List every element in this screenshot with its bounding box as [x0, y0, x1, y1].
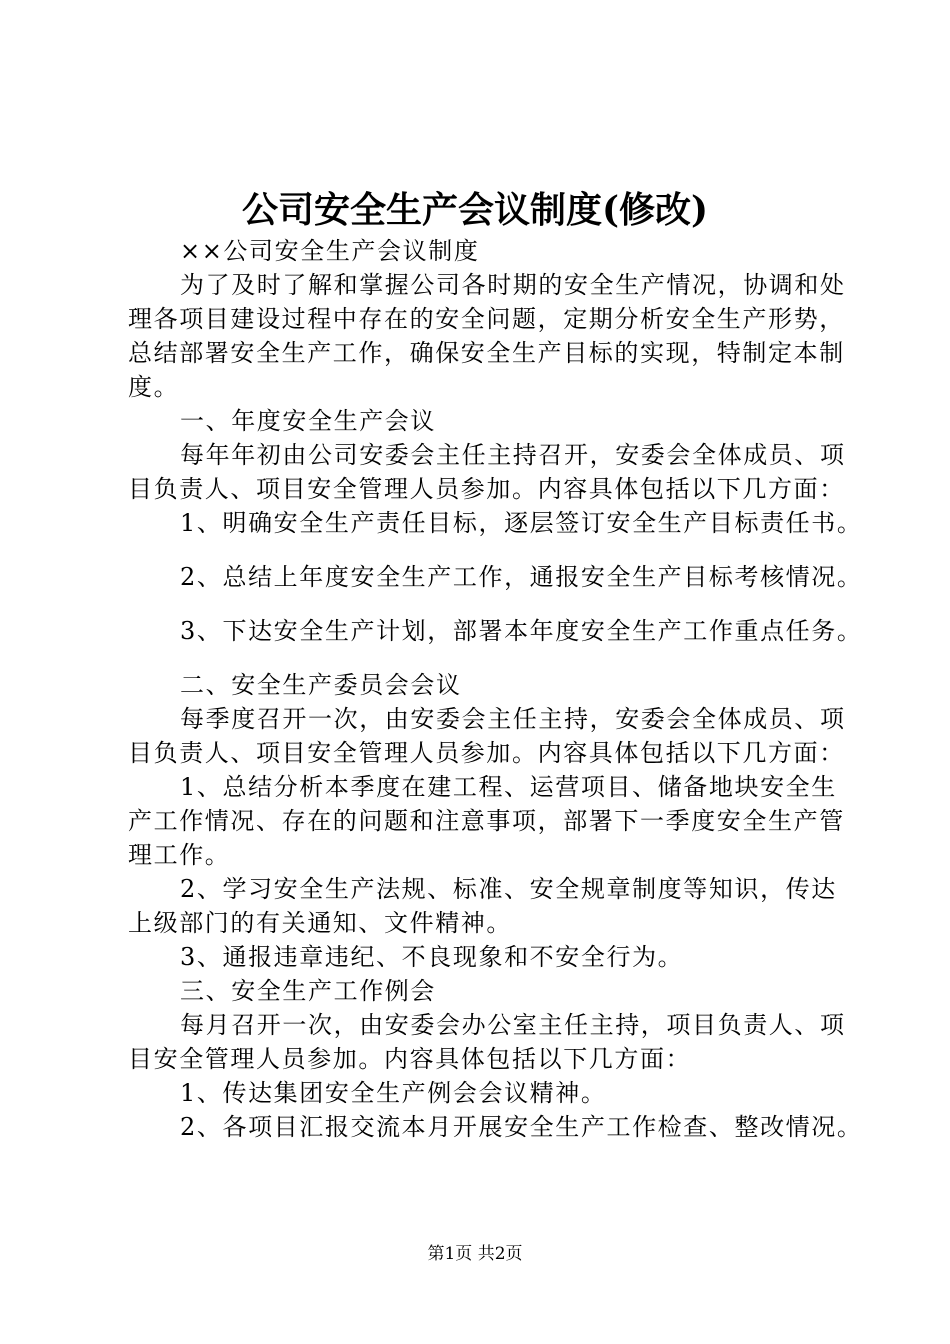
list-item-annual-1: 1、明确安全生产责任目标，逐层签订安全生产目标责任书。 [180, 509, 863, 537]
list-item-monthly-1: 1、传达集团安全生产例会会议精神。 [180, 1079, 607, 1107]
document-body [128, 234, 863, 1144]
paragraph-committee-intro: 每季度召开一次，由安委会主任主持，安委会全体成员、项目负责人、项目安全管理人员参加。内容具体包括以下几方面： [128, 705, 846, 767]
paragraph-annual-intro: 每年年初由公司安委会主任主持召开，安委会全体成员、项目负责人、项目安全管理人员参加。内容具体包括以下几方面： [128, 441, 846, 503]
list-item-committee-2: 2、学习安全生产法规、标准、安全规章制度等知识，传达上级部门的有关通知、文件精神。 [128, 875, 837, 937]
section-heading-monthly: 三、安全生产工作例会 [180, 977, 436, 1005]
section-heading-annual: 一、年度安全生产会议 [180, 407, 436, 435]
document-title: 公司安全生产会议制度(修改) [241, 189, 709, 231]
paragraph-company-heading: ××公司安全生产会议制度 [180, 237, 480, 265]
list-item-monthly-2: 2、各项目汇报交流本月开展安全生产工作检查、整改情况。 [180, 1113, 863, 1141]
list-item-committee-1: 1、总结分析本季度在建工程、运营项目、储备地块安全生产工作情况、存在的问题和注意事项，部署下一季度安全生产管理工作。 [128, 773, 845, 869]
section-heading-committee: 二、安全生产委员会会议 [180, 671, 462, 699]
list-item-committee-3: 3、通报违章违纪、不良现象和不安全行为。 [180, 943, 684, 971]
list-item-annual-2: 2、总结上年度安全生产工作，通报安全生产目标考核情况。 [180, 563, 863, 591]
list-item-annual-3: 3、下达安全生产计划，部署本年度安全生产工作重点任务。 [180, 617, 863, 645]
paragraph-monthly-intro: 每月召开一次，由安委会办公室主任主持，项目负责人、项目安全管理人员参加。内容具体包括以下几方面： [128, 1011, 846, 1073]
page-number-footer: 第1页 共2页 [427, 1244, 523, 1264]
paragraph-purpose: 为了及时了解和掌握公司各时期的安全生产情况，协调和处理各项目建设过程中存在的安全问题，定期分析安全生产形势，总结部署安全生产工作，确保安全生产目标的实现，特制定本制度。 [128, 271, 846, 401]
